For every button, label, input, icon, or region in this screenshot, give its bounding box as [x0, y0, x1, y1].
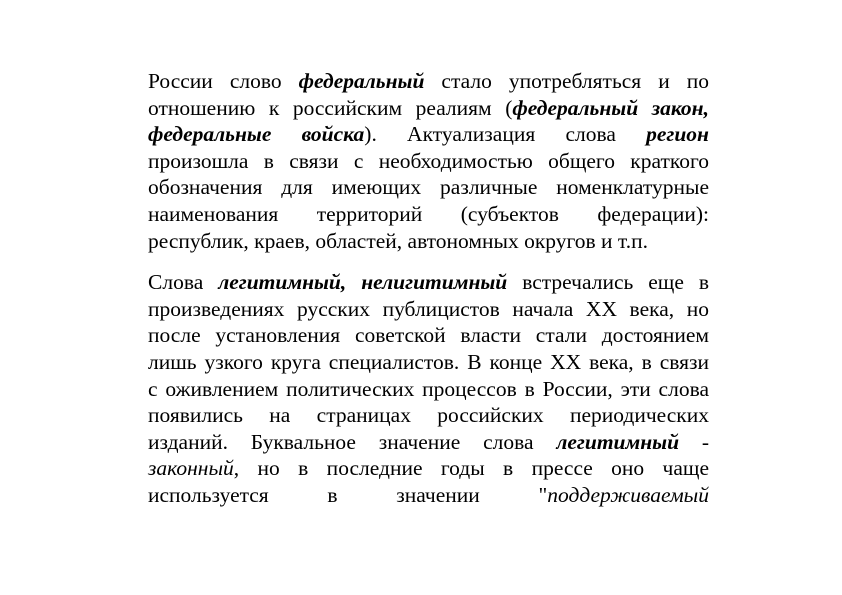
emphasized-text: федеральный	[298, 69, 425, 93]
text-line	[148, 376, 709, 403]
text-line	[148, 148, 709, 175]
text-run: после установления советской власти стали достоянием	[148, 323, 709, 348]
paragraph-2	[148, 269, 709, 508]
text-line	[148, 121, 709, 148]
emphasized-text: законный	[148, 456, 234, 481]
text-line	[148, 455, 709, 482]
text-line	[148, 429, 709, 456]
text-run: встречались еще в	[507, 270, 709, 295]
paragraph-1	[148, 68, 709, 254]
text-run: произошла в связи с необходимостью общего краткого	[148, 148, 709, 173]
emphasized-text: федеральный закон,	[512, 95, 709, 120]
text-run: обозначения для имеющих различные номенклатурные	[148, 175, 709, 200]
text-line	[148, 95, 709, 122]
emphasized-text: поддерживаемый	[547, 482, 709, 507]
text-run: ). Актуализация слова	[364, 122, 647, 147]
text-run: с оживлением политических процессов в России, эти слова	[148, 376, 709, 401]
text-run: стало употребляться и по	[424, 69, 709, 93]
text-line	[148, 322, 709, 349]
text-line	[148, 201, 709, 228]
text-run: произведениях русских публицистов начала XX века, но	[148, 296, 709, 321]
text-run: лишь узкого круга специалистов. В конце XX века, в связи	[148, 349, 709, 374]
text-line	[148, 482, 709, 509]
text-run: Слова	[148, 270, 219, 295]
emphasized-text: легитимный, нелигитимный	[218, 270, 508, 295]
text-block	[148, 68, 709, 509]
text-line	[148, 402, 709, 429]
text-run: отношению к российским реалиям (	[148, 95, 513, 120]
text-line	[148, 174, 709, 201]
text-run: России слово	[148, 69, 299, 93]
text-run: республик, краев, областей, автономных округов и т.п.	[148, 228, 648, 253]
emphasized-text: легитимный	[556, 429, 680, 454]
emphasized-text: федеральные войска	[148, 122, 365, 147]
emphasized-text: регион	[646, 122, 709, 147]
text-run: , но в последние годы в прессе оно чаще	[233, 456, 709, 481]
text-line	[148, 269, 709, 296]
text-run: наименования территорий (субъектов федерации):	[148, 201, 709, 226]
text-line	[148, 228, 709, 255]
text-run: -	[679, 429, 709, 454]
text-run: появились на страницах российских периодических	[148, 403, 709, 428]
text-line	[148, 68, 709, 95]
text-run: используется в значении "	[148, 482, 548, 507]
text-line	[148, 296, 709, 323]
text-run: изданий. Буквальное значение слова	[148, 429, 557, 454]
text-line	[148, 349, 709, 376]
